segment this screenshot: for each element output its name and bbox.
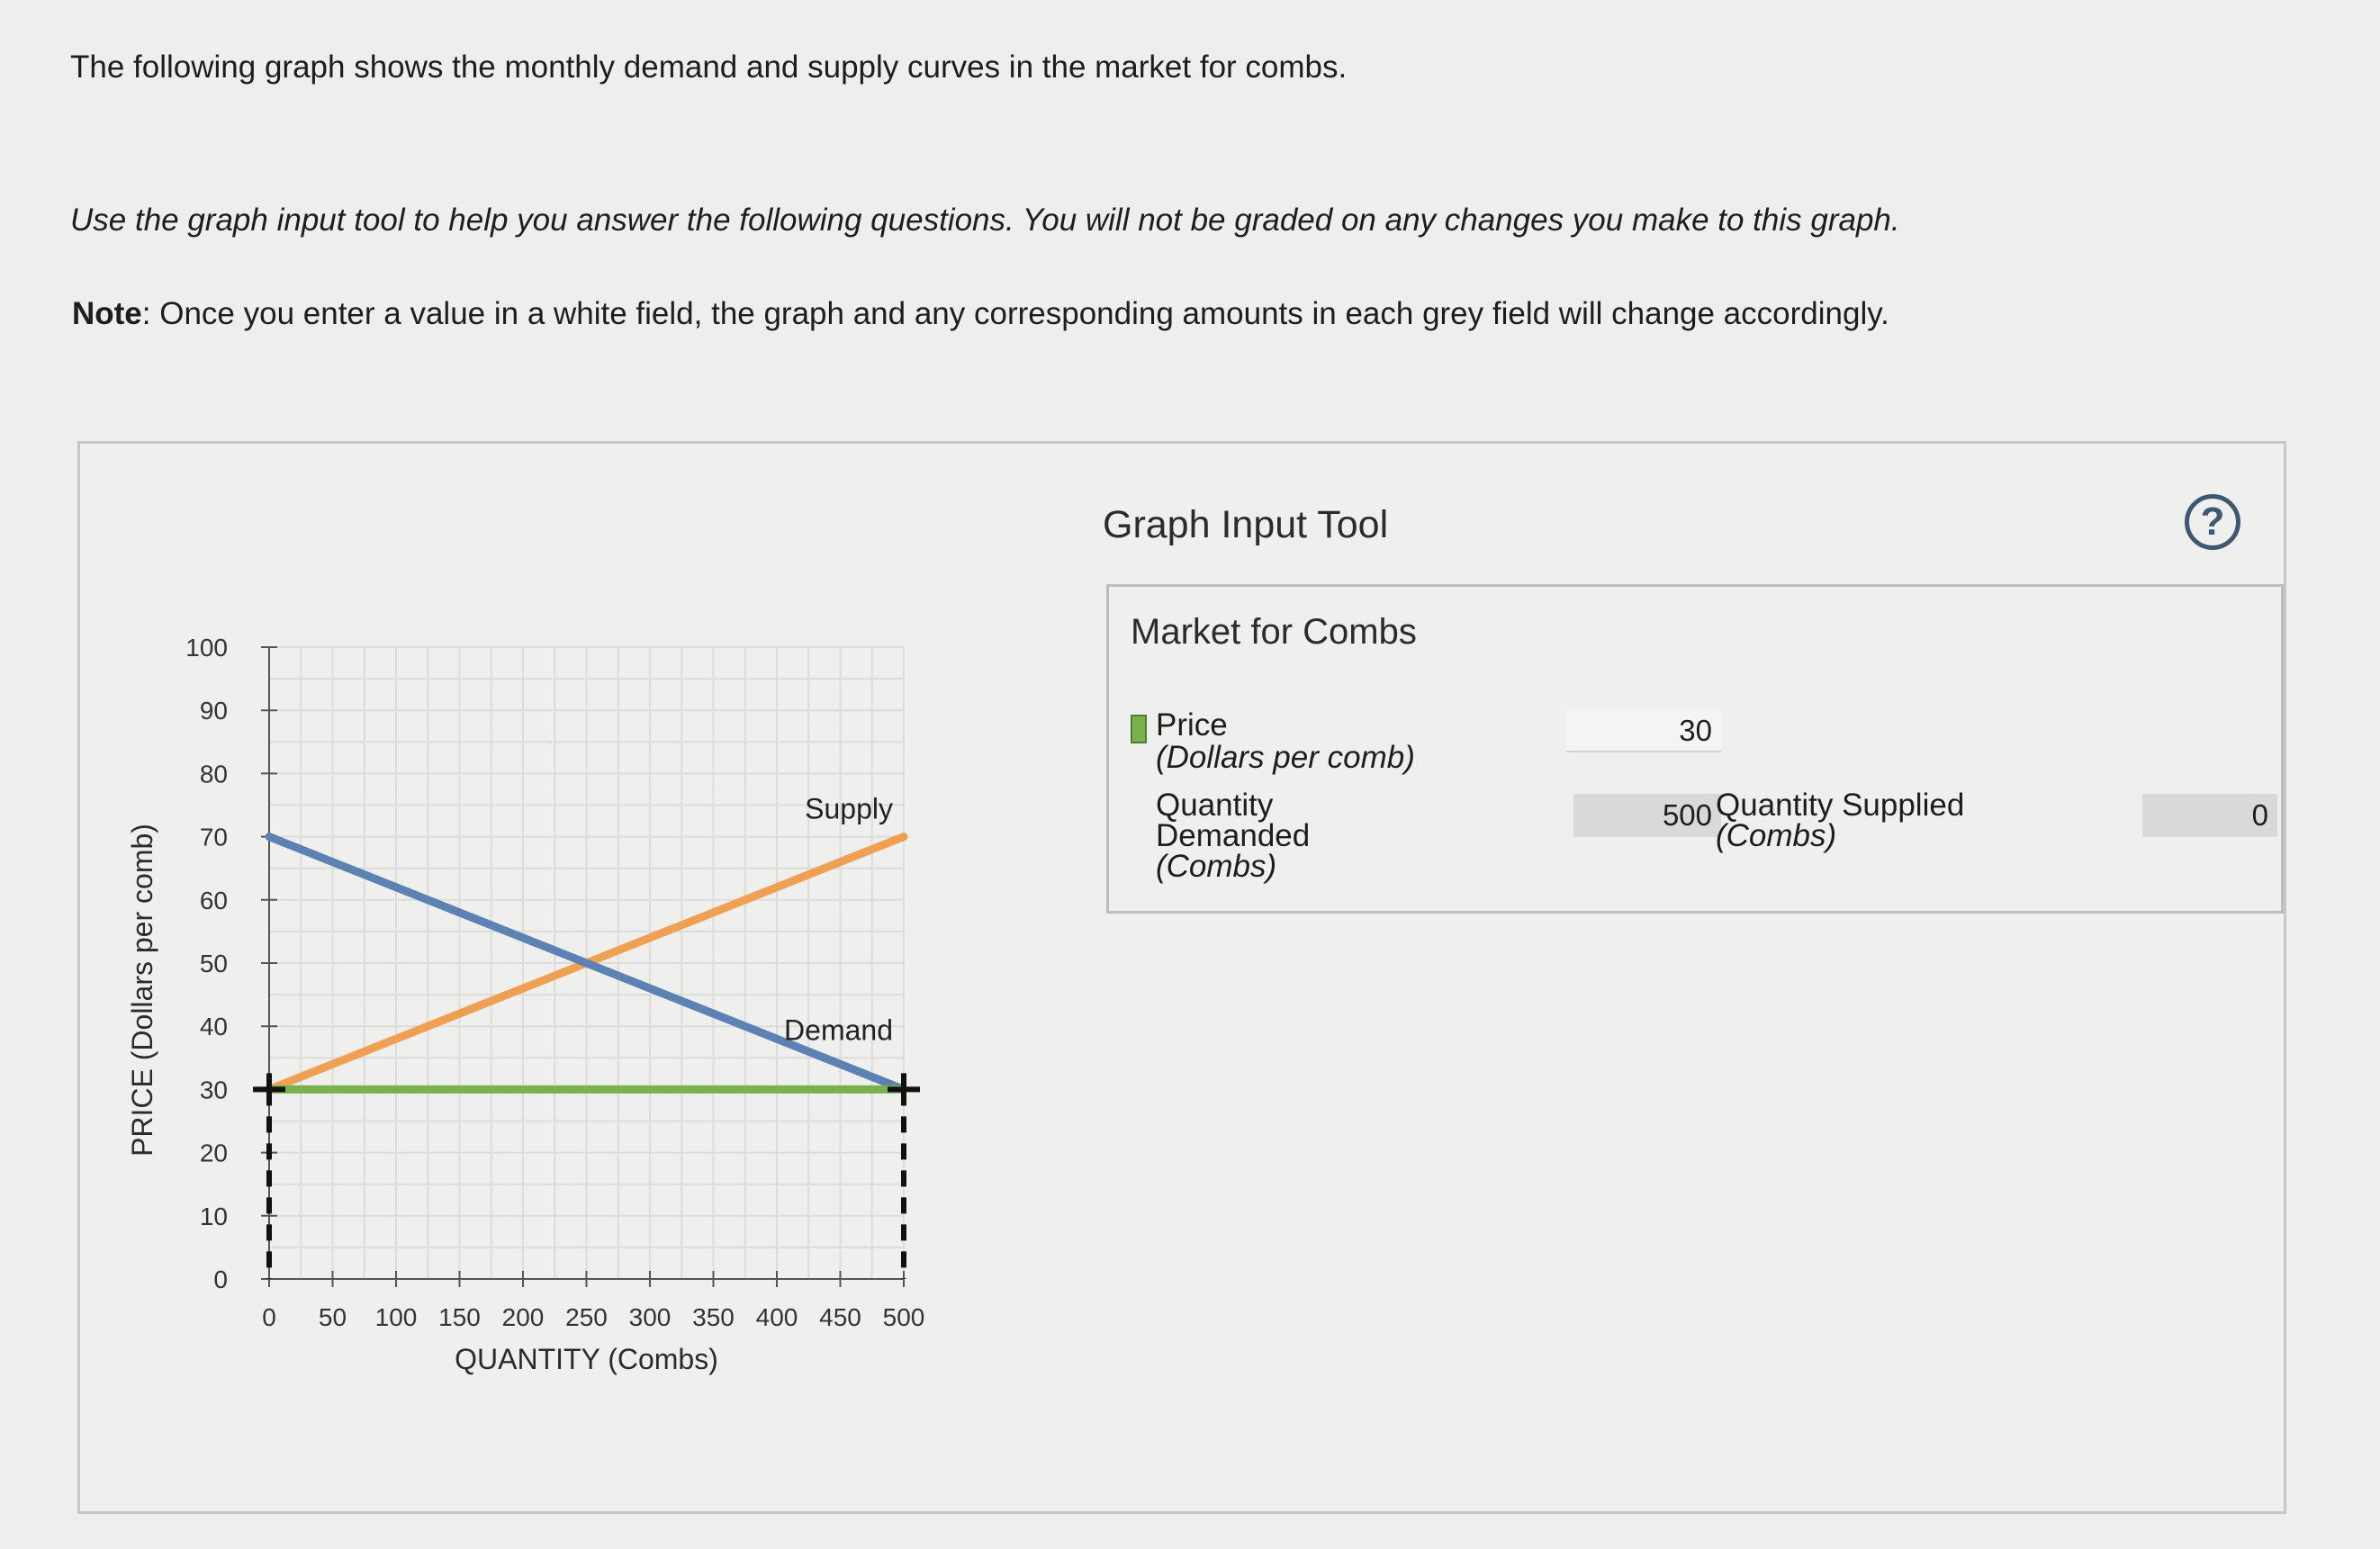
help-icon[interactable]: ? [2185,494,2240,550]
price-line-handle[interactable] [888,1073,920,1105]
qd-unit: (Combs) [1156,849,1277,884]
supply-demand-chart [80,444,1070,1506]
x-tick-label: 350 [692,1303,735,1331]
x-tick-label: 450 [819,1303,861,1331]
demand-label: Demand [784,1013,893,1047]
y-tick-label: 20 [199,1139,228,1167]
note-body: : Once you enter a value in a white field, the graph and any corresponding amounts in each grey field will change accordingly. [141,296,1889,331]
price-label: Price [1156,707,1228,743]
y-tick-label: 90 [199,697,228,725]
note-text [72,293,1889,335]
qs-label-group [1716,790,1964,851]
x-tick-label: 400 [755,1303,798,1331]
y-tick-label: 10 [199,1202,228,1230]
x-tick-label: 200 [501,1303,545,1331]
qd-label-group [1156,790,1310,882]
x-tick-label: 50 [318,1303,347,1331]
tool-title: Graph Input Tool [1103,503,1389,546]
x-tick-label: 100 [374,1303,418,1331]
x-axis-label: QUANTITY (Combs) [455,1343,718,1375]
y-tick-label: 0 [213,1265,228,1293]
quantity-demanded-field: 500 [1573,794,1721,837]
price-legend-swatch [1131,715,1147,743]
note-label: Note [72,296,142,331]
qd-label-line2: Demanded [1156,818,1311,853]
instruction-text: Use the graph input tool to help you answer the following questions. You will not be graded on any changes you make to this graph. [70,203,1900,238]
x-tick-label: 150 [438,1303,481,1331]
qs-unit: (Combs) [1716,818,1837,853]
price-input[interactable]: 30 [1566,709,1721,752]
market-box [1106,584,2284,914]
y-axis-label: PRICE (Dollars per comb) [126,824,158,1157]
x-tick-label: 500 [882,1303,925,1331]
x-tick-label: 0 [262,1303,276,1331]
price-label-group [1156,709,1415,774]
intro-text: The following graph shows the monthly demand and supply curves in the market for combs. [70,50,1348,85]
y-tick-label: 40 [199,1013,228,1041]
graph-panel [77,441,2286,1514]
y-tick-label: 50 [199,950,228,977]
quantity-supplied-field: 0 [2142,794,2277,837]
y-tick-label: 80 [199,760,228,788]
qd-label-line1: Quantity [1156,788,1274,823]
x-tick-label: 250 [565,1303,608,1331]
y-tick-label: 100 [185,634,228,662]
y-tick-label: 70 [199,823,228,851]
y-tick-label: 30 [199,1076,228,1104]
market-title: Market for Combs [1131,612,1417,652]
price-line-handle[interactable] [253,1073,285,1105]
y-tick-label: 60 [199,886,228,914]
price-unit: (Dollars per comb) [1156,740,1415,775]
qs-label: Quantity Supplied [1716,788,1965,823]
x-tick-label: 300 [628,1303,672,1331]
supply-label: Supply [805,792,893,825]
